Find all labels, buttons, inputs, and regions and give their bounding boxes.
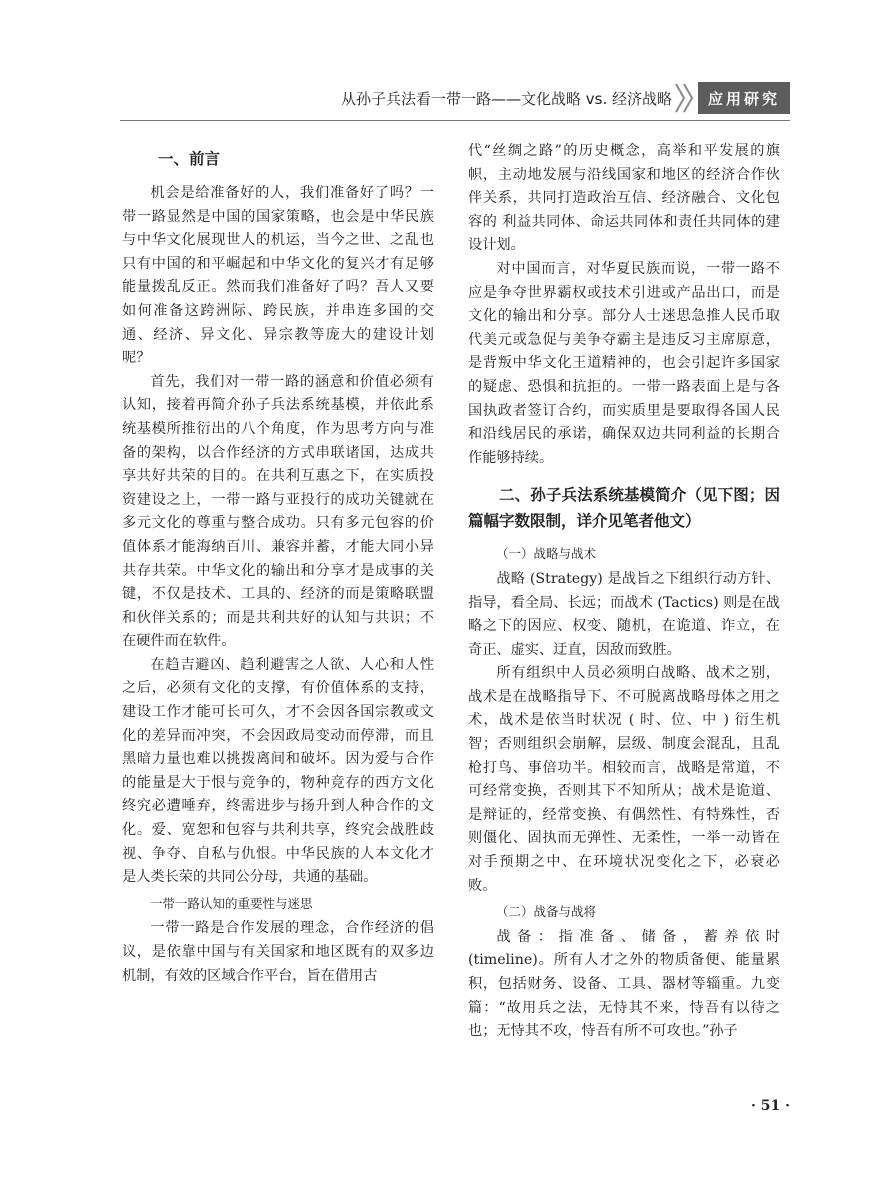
subheading-strategy-tactics: （一）战略与战术 [496, 546, 597, 562]
section-heading-sunzi-model: 二、孙子兵法系统基模简介（见下图；因篇幅字数限制，详介见笔者他文） [468, 486, 780, 531]
paragraph: 首先，我们对一带一路的涵意和价值必须有认知，接着再简介孙子兵法系统基模，并依此系统基模所推衍出的八个角度，作为思考方向与准备的架构，以合作经济的方式串联诸国，达成共享共好共荣的目的。在共利互惠之下，在实质投资建设之上，一带一路与亚投行的成功关键就在多元文化的尊重与整合成功。只有多元包容的价值体系才能海纳百川、兼容并蓄，才能大同小异共存共荣。中华文化的输出和分享才是成事的关键，不仅是技术、工具的、经济的而是策略联盟和伙伴关系的；而是共利共好的认知与共识；不在硬件而在软件。 [122, 373, 434, 650]
right-column [468, 140, 780, 1044]
running-title: 从孙子兵法看一带一路——文化战略 vs. 经济战略 [341, 90, 672, 108]
subheading: 一带一路认知的重要性与迷思 [150, 895, 313, 911]
page-number: · 51 · [751, 1098, 790, 1114]
running-header [120, 78, 790, 118]
section-badge: 应用研究 [698, 82, 790, 114]
double-chevron-icon [674, 82, 696, 114]
paragraph-continuation: 代“丝绸之路”的历史概念，高举和平发展的旗帜，主动地发展与沿线国家和地区的经济合作伙伴关系，共同打造政治互信、经济融合、文化包容的 利益共同体、命运共同体和责任共同体的建设计划。 [468, 143, 780, 254]
paragraph: 对中国而言，对华夏民族而说，一带一路不应是争夺世界霸权或技术引进或产品出口，而是文化的输出和分享。部分人士迷思急推人民币取代美元或急促与美争夺霸主是违反习主席原意，是背叛中华文化王道精神的，也会引起许多国家的疑虑、恐惧和抗拒的。一带一路表面上是与各国执政者签订合约，而实质里是要取得各国人民和沿线居民的承诺，确保双边共同利益的长期合作能够持续。 [468, 260, 780, 466]
paragraph: 在趋吉避凶、趋利避害之人欲、人心和人性之后，必须有文化的支撑，有价值体系的支持，建设工作才能可长可久，才不会因各国宗教或文化的差异而冲突，不会因政局变动而停滞，而且黑暗力量也难以挑拨离间和破坏。因为爱与合作的能量是大于恨与竞争的，物种竞存的西方文化终究必遭唾弃，终需进步与扬升到人种合作的文化。爱、宽恕和包容与共利共享，终究会战胜歧视、争夺、自私与仇恨。中华民族的人本文化才是人类长荣的共同公分母，共通的基础。 [122, 656, 434, 886]
paragraph: 战略 (Strategy) 是战旨之下组织行动方针、指导，看全局、长远；而战术 (Tactics) 则是在战略之下的因应、权变、随机，在诡道、诈立，在奇正、虚实、迂直，因敌而致胜。 [468, 570, 780, 658]
paragraph: 所有组织中人员必须明白战略、战术之别，战术是在战略指导下、不可脱离战略母体之用之术，战术是依当时状况 ( 时、位、中 ) 衍生机智；否则组织会崩解，层级、制度会混乱，且乱枪打鸟、事倍功半。相较而言，战略是常道，不可经常变换，否则其下不知所从；战术是诡道、是辩证的，经常变换、有偶然性、有特殊性，否则僵化、固执而无弹性、无柔性，一举一动皆在对手预期之中、在环境状况变化之下，必衰必败。 [468, 665, 780, 894]
paragraph: 机会是给准备好的人，我们准备好了吗？一带一路显然是中国的国家策略，也会是中华民族与中华文化展现世人的机运，当今之世、之乱也只有中国的和平崛起和中华文化的复兴才有足够能量拨乱反正。然而我们准备好了吗？吾人又要如何准备这跨洲际、跨民族，并串连多国的交通、经济、异文化、异宗教等庞大的建设计划呢？ [122, 185, 434, 367]
paragraph: 一带一路是合作发展的理念，合作经济的倡议，是依靠中国与有关国家和地区既有的双多边机制，有效的区域合作平台，旨在借用古 [122, 920, 434, 984]
paragraph: 战备：指准备、储备，蓄养依时 (timeline)。所有人才之外的物质备便、能量累积，包括财务、设备、工具、器材等辎重。九变篇：“故用兵之法，无恃其不来，恃吾有以待之也；无恃其不攻，恃吾有所不可攻也。”孙子 [468, 928, 780, 1040]
header-divider [120, 120, 790, 121]
subheading-preparation-generals: （二）战备与战将 [496, 904, 597, 920]
section-heading-introduction: 一、前言 [158, 150, 221, 168]
left-column [122, 140, 434, 988]
